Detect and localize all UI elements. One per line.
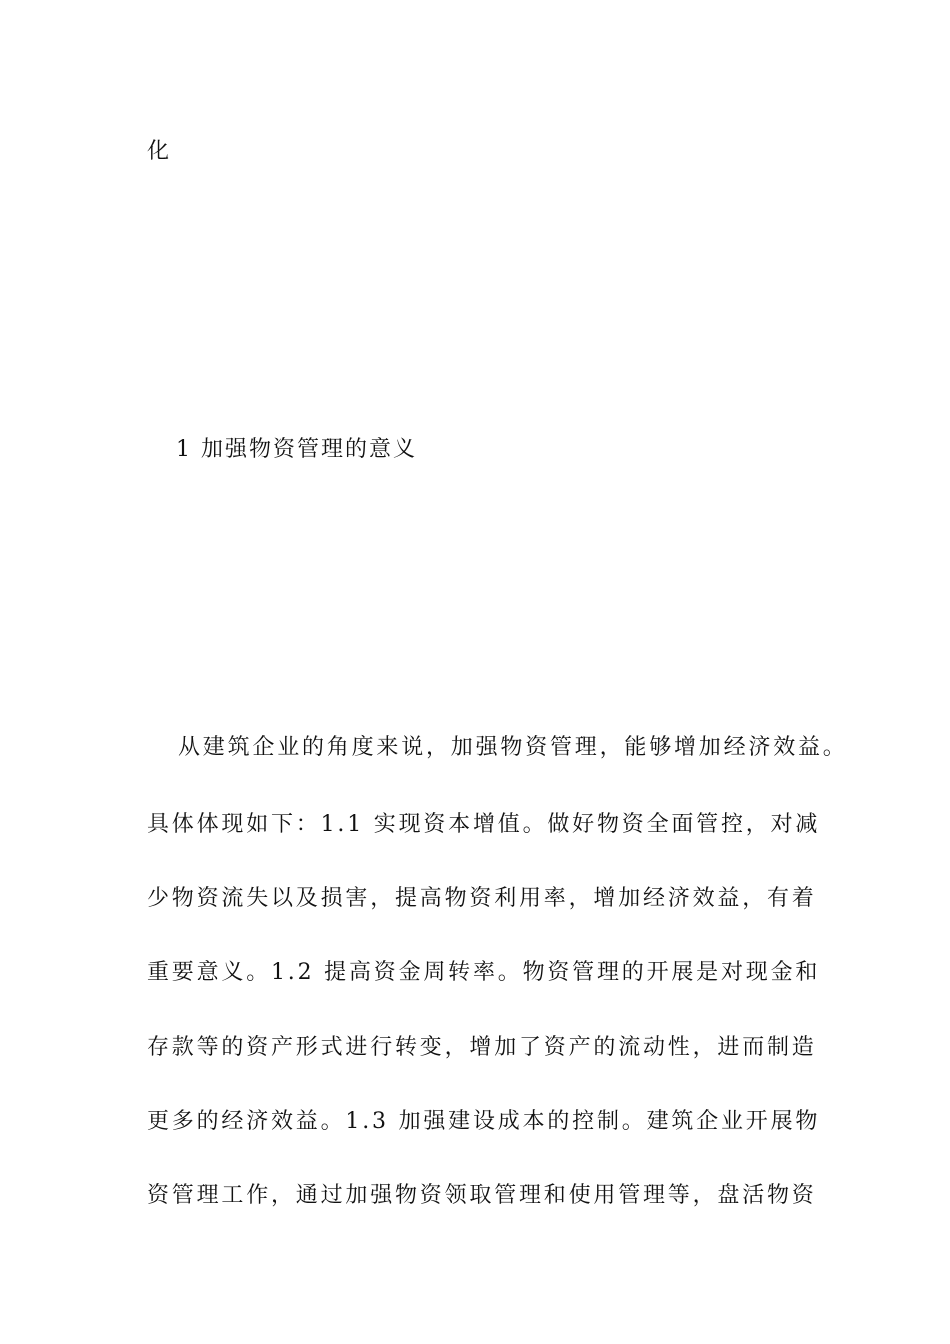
paragraph-line: 少物资流失以及损害，提高物资利用率，增加经济效益，有着 [147, 886, 817, 911]
paragraph-line: 重要意义。1.2 提高资金周转率。物资管理的开展是对现金和 [147, 960, 821, 985]
paragraph-line: 更多的经济效益。1.3 加强建设成本的控制。建筑企业开展物 [147, 1109, 821, 1134]
paragraph-line: 具体体现如下：1.1 实现资本增值。做好物资全面管控，对减 [147, 812, 821, 837]
paragraph-line: 存款等的资产形式进行转变，增加了资产的流动性，进而制造 [147, 1035, 817, 1060]
paragraph-line: 资管理工作，通过加强物资领取管理和使用管理等，盘活物资 [147, 1183, 817, 1208]
section-heading: 1 加强物资管理的意义 [176, 437, 417, 462]
text-fragment: 化 [147, 139, 172, 164]
paragraph-line: 从建筑企业的角度来说，加强物资管理，能够增加经济效益。 [178, 735, 848, 760]
